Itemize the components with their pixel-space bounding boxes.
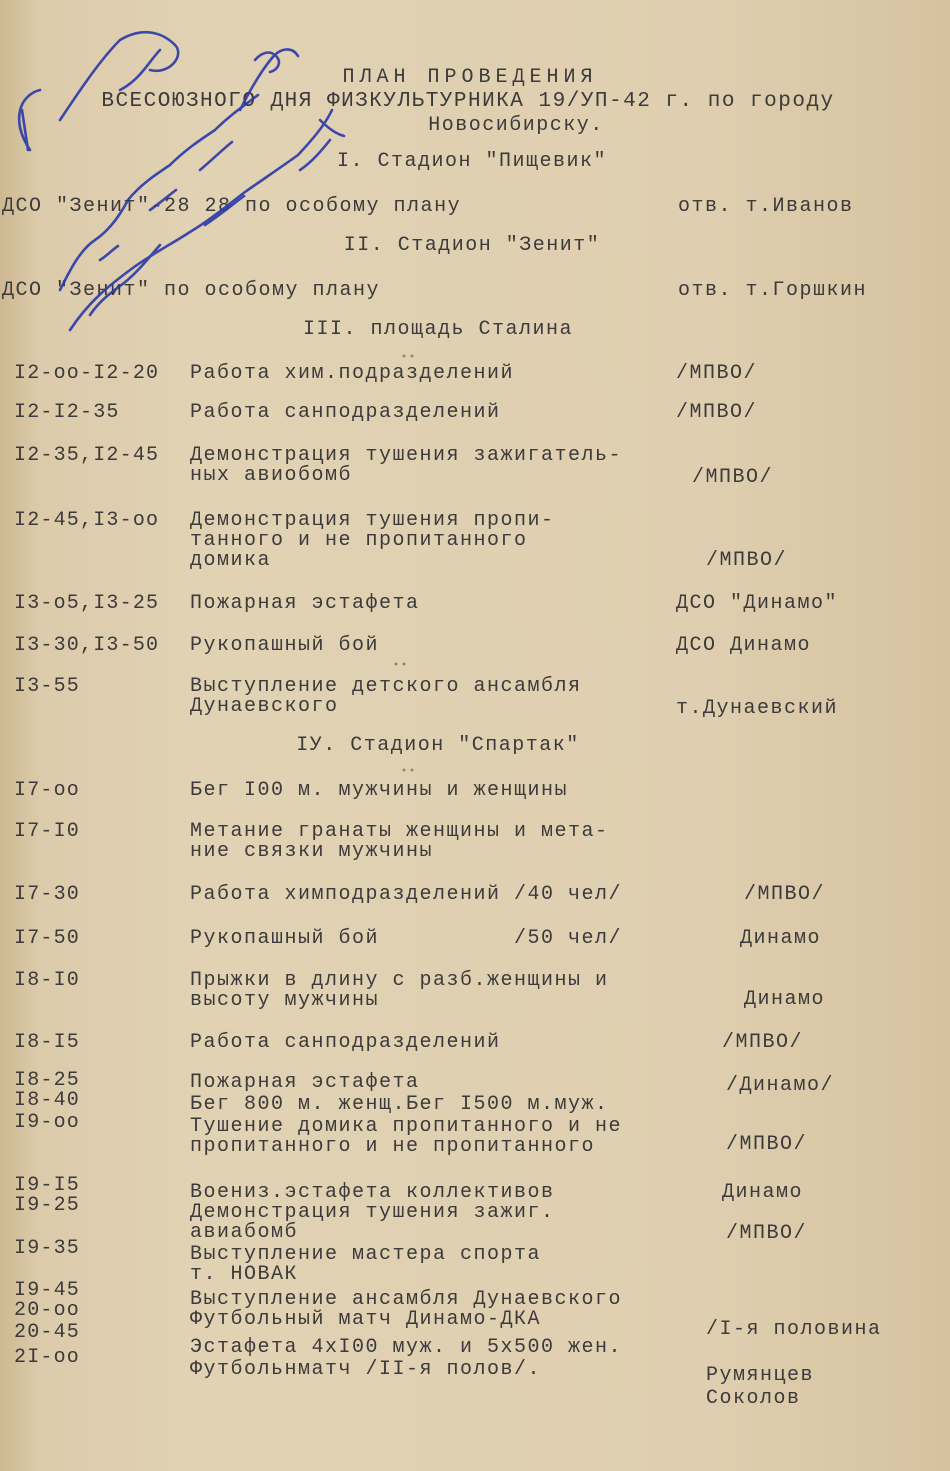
row-responsible: /Динамо/ [726, 1074, 835, 1097]
row-event: Работа хим.подразделений [190, 362, 515, 385]
row-responsible: /МПВО/ [676, 362, 758, 385]
row-responsible: /МПВО/ [706, 549, 788, 572]
row-time: I7-50 [14, 927, 81, 950]
row-event: Воениз.эстафета коллективов [190, 1181, 555, 1204]
row-responsible: ДСО Динамо [676, 634, 812, 657]
row-event: Эстафета 4хI00 муж. и 5х500 жен. [190, 1336, 623, 1359]
row-event: Выступление ансамбля Дунаевского [190, 1288, 623, 1311]
section-2-title: II. Стадион "Зенит" [343, 234, 601, 257]
row-event: Тушение домика пропитанного и не пропитанного и не пропитанного [190, 1115, 623, 1158]
row-event: Демонстрация тушения зажигатель- ных авиобомб [190, 444, 623, 487]
row-responsible: /МПВО/ [726, 1133, 808, 1156]
row-time: I2-35,I2-45 [14, 444, 160, 467]
row-time: I9-45 [14, 1279, 81, 1302]
section-2-row: ДСО "Зенит" по особому плану [2, 279, 381, 302]
section-1-title: I. Стадион "Пищевик" [336, 150, 608, 173]
row-responsible: /МПВО/ [676, 401, 758, 424]
row-event: Работа санподразделений [190, 401, 501, 424]
row-time: I8-I5 [14, 1031, 81, 1054]
section-4-title: IУ. Стадион "Спартак" [296, 734, 580, 757]
row-event: Прыжки в длину с разб.женщины и высоту мужчины [190, 969, 609, 1012]
row-responsible: /МПВО/ [744, 883, 826, 906]
row-event: Выступление детского ансамбля Дунаевского [190, 675, 582, 718]
row-time: 20-oo [14, 1299, 81, 1322]
row-time: I3-30,I3-50 [14, 634, 160, 657]
row-time: I9-oo [14, 1111, 81, 1134]
section-1-row: ДСО "Зенит"-28 28 по особому плану [2, 195, 462, 218]
row-event: Пожарная эстафета [190, 1071, 420, 1094]
row-time: 20-45 [14, 1321, 81, 1344]
row-responsible: Динамо [722, 1181, 804, 1204]
row-time: I7-30 [14, 883, 81, 906]
row-time: I2-I2-35 [14, 401, 120, 424]
row-event: Футбольный матч Динамо-ДКА [190, 1308, 542, 1331]
row-event: Демонстрация тушения пропи- танного и не пропитанного домика [190, 509, 555, 572]
row-event: Демонстрация тушения зажиг. авиабомб [190, 1201, 555, 1244]
row-event: Пожарная эстафета [190, 592, 420, 615]
row-event: Бег 800 м. женщ.Бег I500 м.муж. [190, 1093, 609, 1116]
signatory-1: Румянцев [706, 1364, 815, 1387]
row-time: I3-55 [14, 675, 81, 698]
section-1-responsible: отв. т.Иванов [678, 195, 854, 218]
doc-subtitle: ВСЕСОЮЗНОГО ДНЯ ФИЗКУЛЬТУРНИКА 19/УП-42 г. по городу [101, 90, 835, 113]
row-time: I9-35 [14, 1237, 81, 1260]
row-event: Рукопашный бой [190, 634, 380, 657]
row-time: I7-I0 [14, 820, 81, 843]
row-responsible: /МПВО/ [692, 466, 774, 489]
row-event: Футбольнматч /II-я полов/. [190, 1358, 542, 1381]
row-time: I8-25 [14, 1069, 81, 1092]
row-event: Работа химподразделений /40 чел/ [190, 883, 623, 906]
doc-title: ПЛАН ПРОВЕДЕНИЯ [342, 66, 598, 89]
row-time: I2-oo-I2-20 [14, 362, 160, 385]
row-time: I8-I0 [14, 969, 81, 992]
row-event: Метание гранаты женщины и мета- ние связки мужчины [190, 820, 609, 863]
row-responsible: Динамо [740, 927, 822, 950]
row-responsible: /МПВО/ [726, 1222, 808, 1245]
row-event: Выступление мастера спорта т. НОВАК [190, 1243, 542, 1286]
row-time: I7-oo [14, 779, 81, 802]
row-time: I9-I5 [14, 1174, 81, 1197]
row-responsible: ДСО "Динамо" [676, 592, 839, 615]
signatory-2: Соколов [706, 1387, 801, 1410]
row-event: Рукопашный бой /50 чел/ [190, 927, 623, 950]
row-time: I2-45,I3-oo [14, 509, 160, 532]
row-time: I3-o5,I3-25 [14, 592, 160, 615]
row-event: Работа санподразделений [190, 1031, 501, 1054]
section-2-responsible: отв. т.Горшкин [678, 279, 868, 302]
row-responsible: т.Дунаевский [676, 697, 839, 720]
doc-city: Новосибирску. [428, 114, 604, 137]
row-responsible: /I-я половина [706, 1318, 882, 1341]
row-responsible: /МПВО/ [722, 1031, 804, 1054]
row-time: I9-25 [14, 1194, 81, 1217]
section-3-title: III. площадь Сталина [302, 318, 574, 341]
row-event: Бег I00 м. мужчины и женщины [190, 779, 569, 802]
row-responsible: Динамо [744, 988, 826, 1011]
row-time: I8-40 [14, 1089, 81, 1112]
row-time: 2I-oo [14, 1346, 81, 1369]
